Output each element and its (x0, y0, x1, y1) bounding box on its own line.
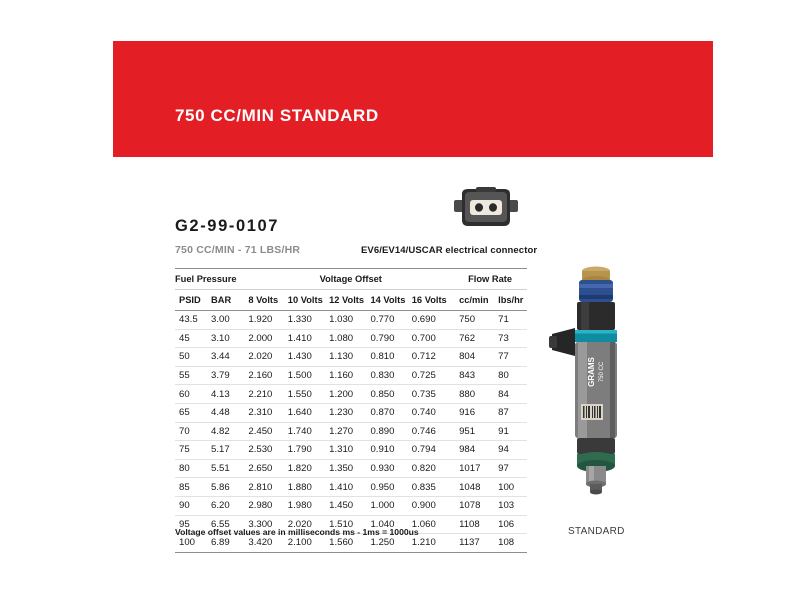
connector-icon (452, 186, 520, 230)
cell-lbshr: 97 (494, 459, 527, 478)
cell-10v: 1.330 (288, 311, 329, 330)
cell-psid: 80 (175, 459, 211, 478)
cell-ccmin: 984 (453, 441, 494, 460)
cell-8v: 2.530 (248, 441, 287, 460)
cell-8v: 2.450 (248, 422, 287, 441)
cell-ccmin: 1048 (453, 478, 494, 497)
cell-12v: 1.270 (329, 422, 370, 441)
cell-12v: 1.510 (329, 515, 370, 534)
cell-ccmin: 750 (453, 311, 494, 330)
cell-10v: 1.820 (288, 459, 329, 478)
column-header-16-volts: 16 Volts (412, 290, 453, 311)
cell-10v: 1.640 (288, 403, 329, 422)
cell-10v: 2.100 (288, 534, 329, 553)
cell-8v: 3.420 (248, 534, 287, 553)
cell-psid: 75 (175, 441, 211, 460)
cell-lbshr: 94 (494, 441, 527, 460)
cell-10v: 1.790 (288, 441, 329, 460)
cell-bar: 5.17 (211, 441, 248, 460)
cell-psid: 43.5 (175, 311, 211, 330)
column-header-14-volts: 14 Volts (370, 290, 411, 311)
cell-8v: 2.210 (248, 385, 287, 404)
cell-16v: 1.060 (412, 515, 453, 534)
cell-psid: 50 (175, 348, 211, 367)
cell-ccmin: 880 (453, 385, 494, 404)
table-row (175, 478, 527, 497)
cell-12v: 1.230 (329, 403, 370, 422)
group-header-flow-rate: Flow Rate (453, 269, 527, 290)
table-row (175, 459, 527, 478)
column-header-8-volts: 8 Volts (248, 290, 287, 311)
cell-16v: 0.900 (412, 496, 453, 515)
cell-16v: 0.735 (412, 385, 453, 404)
cell-8v: 2.000 (248, 329, 287, 348)
cell-16v: 0.740 (412, 403, 453, 422)
cell-12v: 1.130 (329, 348, 370, 367)
cell-16v: 0.794 (412, 441, 453, 460)
table-body (175, 311, 527, 553)
cell-lbshr: 84 (494, 385, 527, 404)
cell-psid: 90 (175, 496, 211, 515)
table-row (175, 366, 527, 385)
table-row (175, 329, 527, 348)
table-note: Voltage offset values are in milliseconds ms - 1ms = 1000us (175, 527, 419, 537)
cell-10v: 1.430 (288, 348, 329, 367)
cell-psid: 55 (175, 366, 211, 385)
table-group-header-row (175, 269, 527, 290)
cell-lbshr: 91 (494, 422, 527, 441)
cell-psid: 45 (175, 329, 211, 348)
cell-12v: 1.160 (329, 366, 370, 385)
cell-8v: 2.020 (248, 348, 287, 367)
cell-12v: 1.560 (329, 534, 370, 553)
specification-table (175, 268, 527, 553)
cell-14v: 0.870 (370, 403, 411, 422)
cell-14v: 0.770 (370, 311, 411, 330)
table-row (175, 403, 527, 422)
cell-bar: 6.89 (211, 534, 248, 553)
column-header-10-volts: 10 Volts (288, 290, 329, 311)
cell-ccmin: 916 (453, 403, 494, 422)
cell-12v: 1.310 (329, 441, 370, 460)
cell-bar: 6.55 (211, 515, 248, 534)
cell-bar: 4.82 (211, 422, 248, 441)
cell-ccmin: 843 (453, 366, 494, 385)
cell-12v: 1.450 (329, 496, 370, 515)
svg-text:750 CC: 750 CC (599, 361, 605, 383)
table-row (175, 441, 527, 460)
cell-lbshr: 100 (494, 478, 527, 497)
table-row (175, 496, 527, 515)
table-column-header-row (175, 290, 527, 311)
table-row (175, 348, 527, 367)
column-header-psid: PSID (175, 290, 211, 311)
table-row (175, 385, 527, 404)
cell-bar: 4.13 (211, 385, 248, 404)
cell-14v: 0.850 (370, 385, 411, 404)
cell-lbshr: 87 (494, 403, 527, 422)
cell-8v: 2.650 (248, 459, 287, 478)
cell-ccmin: 1108 (453, 515, 494, 534)
injector-image (548, 262, 644, 520)
cell-bar: 3.79 (211, 366, 248, 385)
cell-14v: 0.950 (370, 478, 411, 497)
cell-bar: 3.44 (211, 348, 248, 367)
injector-caption: STANDARD (568, 526, 625, 537)
cell-8v: 2.980 (248, 496, 287, 515)
cell-lbshr: 106 (494, 515, 527, 534)
cell-bar: 6.20 (211, 496, 248, 515)
cell-12v: 1.030 (329, 311, 370, 330)
group-header-voltage-offset: Voltage Offset (248, 269, 453, 290)
cell-lbshr: 103 (494, 496, 527, 515)
cell-bar: 5.86 (211, 478, 248, 497)
cell-14v: 1.000 (370, 496, 411, 515)
cell-psid: 95 (175, 515, 211, 534)
cell-16v: 0.746 (412, 422, 453, 441)
cell-16v: 0.690 (412, 311, 453, 330)
cell-16v: 0.712 (412, 348, 453, 367)
header-banner (113, 41, 713, 157)
cell-16v: 0.725 (412, 366, 453, 385)
cell-12v: 1.350 (329, 459, 370, 478)
cell-10v: 2.020 (288, 515, 329, 534)
cell-14v: 0.790 (370, 329, 411, 348)
cell-10v: 1.500 (288, 366, 329, 385)
cell-14v: 0.810 (370, 348, 411, 367)
cell-bar: 3.00 (211, 311, 248, 330)
connector-caption: EV6/EV14/USCAR electrical connector (361, 245, 538, 256)
cell-lbshr: 80 (494, 366, 527, 385)
cell-psid: 60 (175, 385, 211, 404)
cell-16v: 0.835 (412, 478, 453, 497)
column-header-ccmin: cc/min (453, 290, 494, 311)
cell-bar: 4.48 (211, 403, 248, 422)
cell-lbshr: 108 (494, 534, 527, 553)
cell-14v: 0.910 (370, 441, 411, 460)
cell-14v: 1.250 (370, 534, 411, 553)
cell-lbshr: 77 (494, 348, 527, 367)
cell-ccmin: 804 (453, 348, 494, 367)
cell-12v: 1.410 (329, 478, 370, 497)
column-header-bar: BAR (211, 290, 248, 311)
svg-text:GRAMS: GRAMS (587, 357, 596, 387)
cell-ccmin: 762 (453, 329, 494, 348)
cell-8v: 2.810 (248, 478, 287, 497)
cell-8v: 3.300 (248, 515, 287, 534)
cell-10v: 1.410 (288, 329, 329, 348)
column-header-12-volts: 12 Volts (329, 290, 370, 311)
cell-psid: 70 (175, 422, 211, 441)
cell-lbshr: 73 (494, 329, 527, 348)
cell-16v: 0.820 (412, 459, 453, 478)
cell-12v: 1.200 (329, 385, 370, 404)
cell-10v: 1.980 (288, 496, 329, 515)
cell-12v: 1.080 (329, 329, 370, 348)
cell-8v: 2.160 (248, 366, 287, 385)
cell-8v: 2.310 (248, 403, 287, 422)
cell-psid: 65 (175, 403, 211, 422)
group-header-fuel-pressure: Fuel Pressure (175, 269, 248, 290)
cell-16v: 0.700 (412, 329, 453, 348)
cell-14v: 1.040 (370, 515, 411, 534)
cell-ccmin: 1017 (453, 459, 494, 478)
table-row (175, 422, 527, 441)
cell-lbshr: 71 (494, 311, 527, 330)
cell-psid: 85 (175, 478, 211, 497)
cell-8v: 1.920 (248, 311, 287, 330)
cell-ccmin: 1137 (453, 534, 494, 553)
part-number: G2-99-0107 (175, 217, 280, 235)
cell-bar: 5.51 (211, 459, 248, 478)
cell-16v: 1.210 (412, 534, 453, 553)
cell-10v: 1.880 (288, 478, 329, 497)
cell-14v: 0.890 (370, 422, 411, 441)
cell-ccmin: 951 (453, 422, 494, 441)
column-header-lbshr: lbs/hr (494, 290, 527, 311)
cell-10v: 1.550 (288, 385, 329, 404)
cell-14v: 0.830 (370, 366, 411, 385)
table-row (175, 311, 527, 330)
cell-10v: 1.740 (288, 422, 329, 441)
cell-14v: 0.930 (370, 459, 411, 478)
part-subtitle: 750 CC/MIN - 71 LBS/HR (175, 244, 301, 256)
cell-ccmin: 1078 (453, 496, 494, 515)
cell-psid: 100 (175, 534, 211, 553)
cell-bar: 3.10 (211, 329, 248, 348)
page-title: 750 CC/MIN STANDARD (175, 106, 379, 125)
